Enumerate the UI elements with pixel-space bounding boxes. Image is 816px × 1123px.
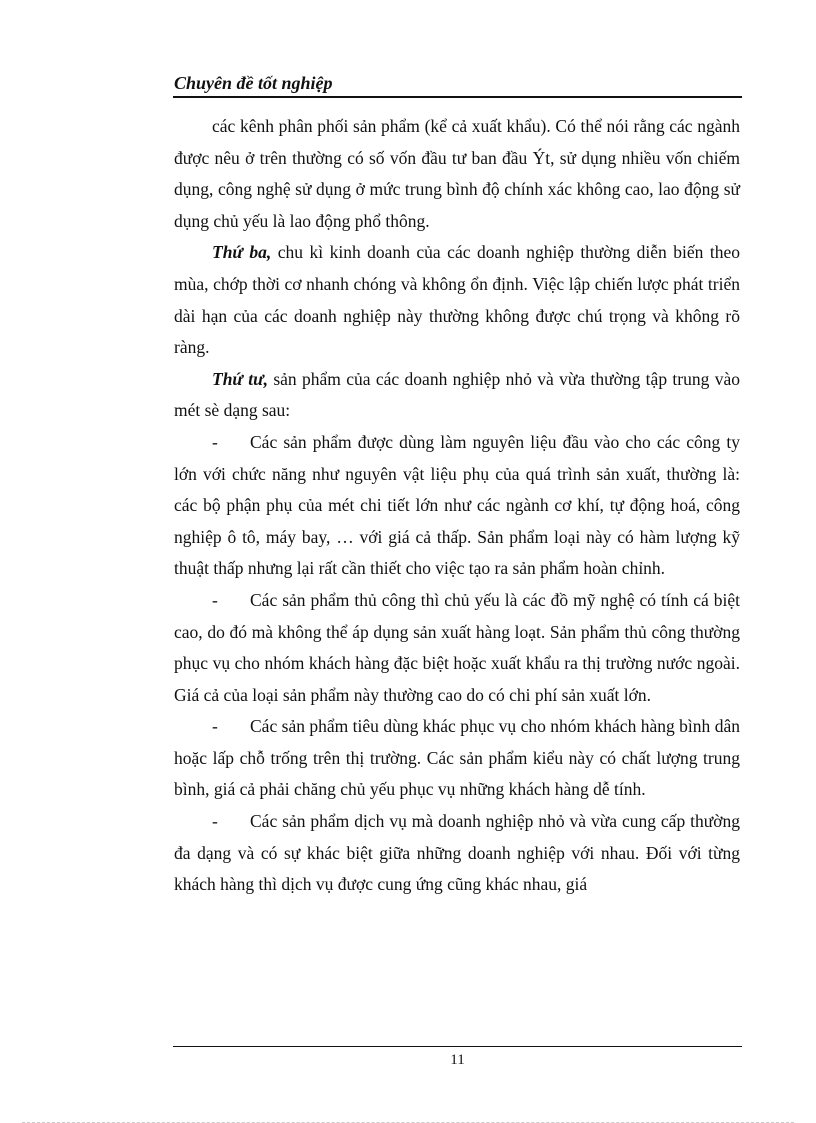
bullet-marker: - (212, 811, 218, 832)
document-header-title: Chuyên đề tốt nghiệp (174, 73, 333, 93)
bullet-marker: - (212, 589, 218, 610)
document-body (174, 111, 740, 901)
bullet-item-3 (174, 711, 740, 806)
bullet-text: Các sản phẩm thủ công thì chủ yếu là các đồ mỹ nghệ có tính cá biệt cao, do đó mà không thể áp dụng sản xuất hàng loạt. Sản phẩm thủ công thường phục vụ cho nhóm khách hàng đặc biệt hoặc xuất khẩu ra thị trường nước ngoài. Giá cả của loại sản phẩm này thường cao do có chi phí sản xuất lớn. (174, 589, 740, 705)
bullet-marker: - (212, 431, 218, 452)
footer-divider (173, 1046, 742, 1047)
bullet-text: Các sản phẩm tiêu dùng khác phục vụ cho nhóm khách hàng bình dân hoặc lấp chỗ trống trên thị trường. Các sản phẩm kiểu này có chất lượng trung bình, giá cả phải chăng chủ yếu phục vụ những khách hàng dễ tính. (174, 716, 740, 800)
header-divider (173, 96, 742, 98)
bullet-item-1 (174, 427, 740, 585)
paragraph-thu-tu (174, 364, 740, 427)
paragraph-1: các kênh phân phối sản phẩm (kể cả xuất khẩu). Có thể nói rằng các ngành được nêu ở trên thường có số vốn đầu tư ban đầu Ýt, sử dụng nhiều vốn chiếm dụng, công nghệ sử dụng ở mức trung bình độ chính xác không cao, lao động sử dụng chủ yếu là lao động phổ thông. (174, 116, 740, 231)
paragraph-thu-ba (174, 237, 740, 363)
page-number: 11 (450, 1052, 465, 1068)
paragraph-text-thu-tu: sản phẩm của các doanh nghiệp nhỏ và vừa thường tập trung vào mét sè dạng sau: (174, 368, 740, 421)
paragraph-text-thu-ba: chu kì kinh doanh của các doanh nghiệp thường diễn biến theo mùa, chớp thời cơ nhanh chóng và không ổn định. Việc lập chiến lược phát triển dài hạn của các doanh nghiệp này thường không được chú trọng và không rõ ràng. (174, 242, 740, 358)
bullet-item-2 (174, 585, 740, 711)
paragraph-lead-thu-tu: Thứ tư, (212, 368, 268, 389)
paragraph-lead-thu-ba: Thứ ba, (212, 242, 272, 263)
bullet-item-4 (174, 806, 740, 901)
bullet-text: Các sản phẩm dịch vụ mà doanh nghiệp nhỏ và vừa cung cấp thường đa dạng và có sự khác biệt giữa những doanh nghiệp với nhau. Đối với từng khách hàng thì dịch vụ được cung ứng cũng khác nhau, giá (174, 811, 740, 895)
bullet-marker: - (212, 716, 218, 737)
bullet-text: Các sản phẩm được dùng làm nguyên liệu đầu vào cho các công ty lớn với chức năng như nguyên vật liệu phụ của quá trình sản xuất, thường là: các bộ phận phụ của mét chi tiết lớn như các ngành cơ khí, tự động hoá, công nghiệp ô tô, máy bay, … với giá cả thấp. Sản phẩm loại này có hàm lượng kỹ thuật thấp nhưng lại rất cần thiết cho việc tạo ra sản phẩm hoàn chỉnh. (174, 431, 740, 579)
